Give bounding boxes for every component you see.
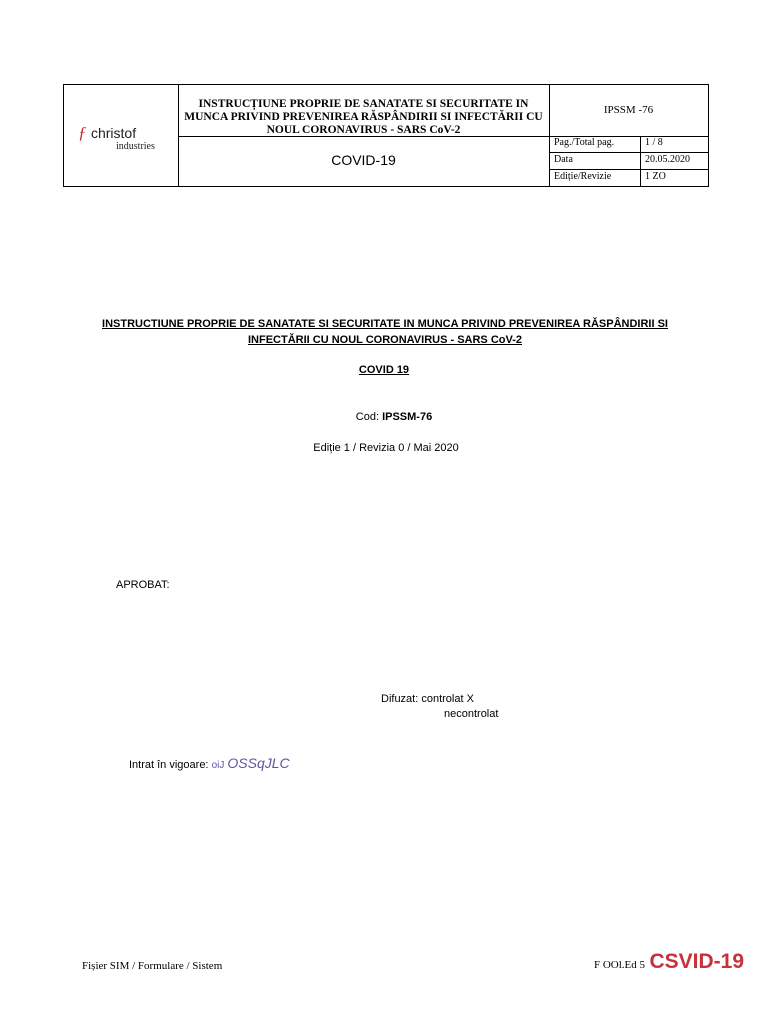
meta-row-date [549, 153, 708, 170]
logo-name: christof [90, 125, 137, 141]
meta-key: Ediție/Revizie [554, 171, 612, 182]
effective-date-label: Intrat în vigoare: [129, 759, 209, 771]
meta-row-edition [549, 170, 708, 186]
document-title: INSTRUCTIUNE PROPRIE DE SANATATE SI SECURITATE IN MUNCA PRIVIND PREVENIREA RĂSPÂNDIRII SI INFECTĂRII CU NOUL CORONAVIRUS - SARS CoV-2 [102, 318, 668, 346]
meta-value: 1 ZO [645, 171, 666, 182]
header-code: IPSSM -76 [603, 104, 654, 116]
footer-file-path: Fișier SIM / Formulare / Sistem [82, 960, 223, 972]
logo-mark: ƒ [78, 123, 87, 142]
effective-date [129, 755, 290, 771]
code-value: IPSSM-76 [382, 411, 433, 423]
logo-subtitle: industries [116, 141, 155, 152]
meta-value: 1 / 8 [645, 137, 663, 148]
document-edition: Ediție 1 / Revizia 0 / Mai 2020 [313, 442, 459, 454]
header-code-cell [549, 85, 708, 137]
header-title: INSTRUCȚIUNE PROPRIE DE SANATATE SI SECURITATE IN MUNCA PRIVIND PREVENIREA RĂSPÂNDIRII SI INFECTĂRII CU NOUL CORONAVIRUS - SARS CoV-2 [184, 98, 543, 136]
distribution-uncontrolled: necontrolat [444, 708, 499, 720]
handwriting-date: OSSqJLC [227, 755, 290, 771]
header-meta [549, 136, 708, 186]
document-code [0, 411, 768, 423]
logo-cell [64, 85, 179, 186]
footer-stamp: CSVID-19 [649, 950, 745, 973]
approved-label: APROBAT: [116, 579, 170, 591]
header-covid-cell [178, 136, 550, 186]
company-logo [78, 123, 155, 152]
header-covid: COVID-19 [331, 152, 396, 168]
footer-form-code: F OOl.Ed 5 [594, 959, 646, 971]
footer-right [594, 950, 744, 974]
code-label: Cod: [355, 411, 383, 423]
meta-value: 20.05.2020 [645, 154, 690, 165]
document-header-table [63, 84, 709, 187]
meta-key: Pag./Total pag. [554, 137, 615, 148]
handwriting-small: oiJ [211, 760, 225, 771]
meta-row-pages [549, 136, 708, 153]
distribution-controlled: Difuzat: controlat X [381, 693, 474, 705]
meta-key: Data [554, 154, 573, 165]
header-title-cell [178, 85, 550, 137]
document-subtitle: COVID 19 [358, 364, 410, 376]
